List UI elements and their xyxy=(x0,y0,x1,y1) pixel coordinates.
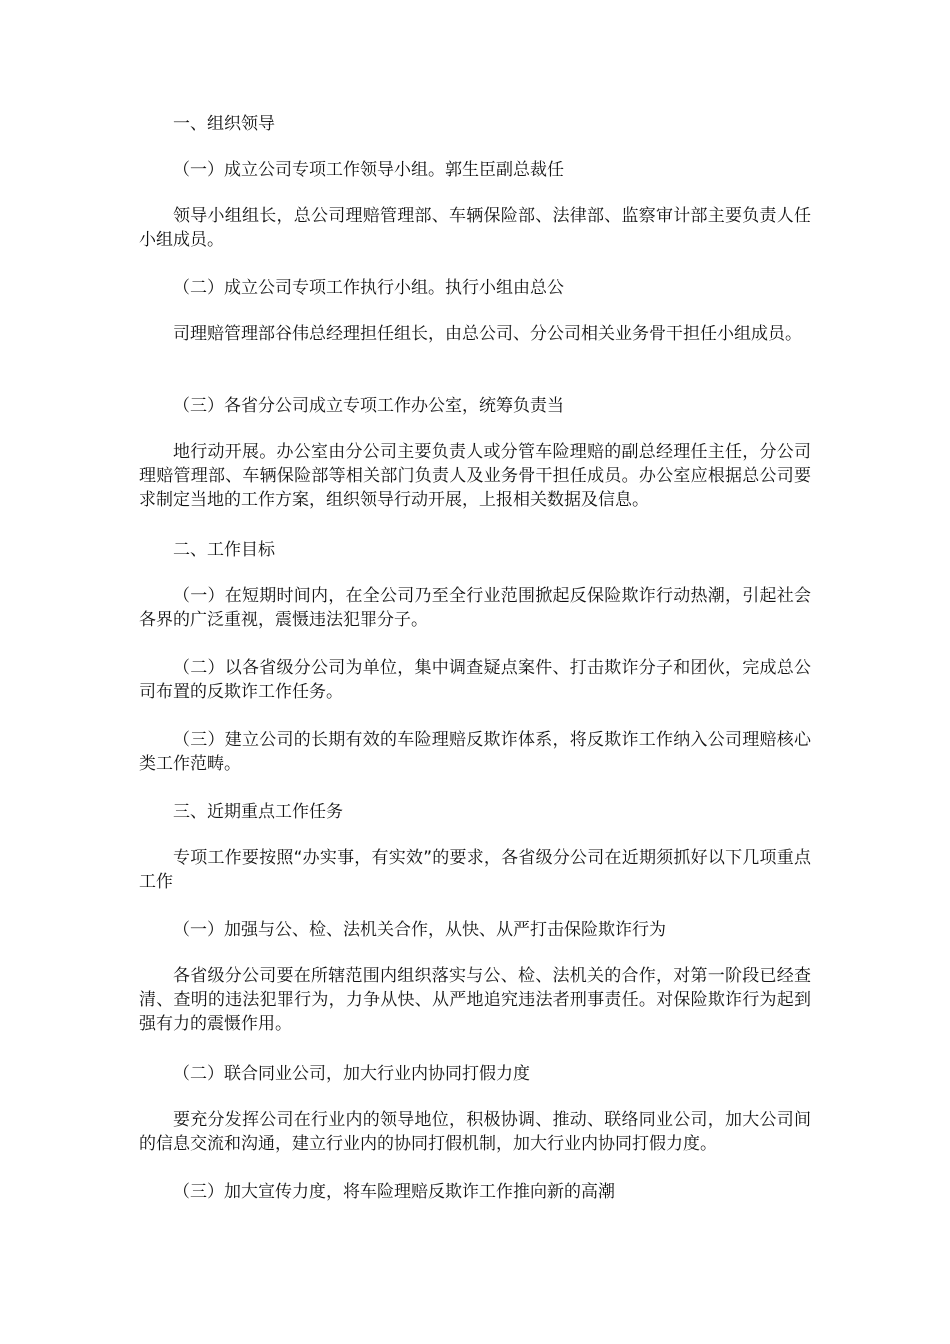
section-heading-tasks: 三、近期重点工作任务 xyxy=(173,802,343,822)
paragraph: 地行动开展。办公室由分公司主要负责人或分管车险理赔的副总经理任主任，分公司理赔管理部、车辆保险部等相关部门负责人及业务骨干担任成员。办公室应根据总公司要求制定当地的工作方案，组织领导行动开展，上报相关数据及信息。 xyxy=(139,442,811,510)
section-heading-goals: 二、工作目标 xyxy=(173,540,275,560)
paragraph: 领导小组组长，总公司理赔管理部、车辆保险部、法律部、监察审计部主要负责人任小组成员。 xyxy=(139,206,811,250)
paragraph: （二）成立公司专项工作执行小组。执行小组由总公 xyxy=(173,278,564,298)
paragraph: 专项工作要按照“办实事，有实效”的要求，各省级分公司在近期须抓好以下几项重点工作 xyxy=(139,848,811,892)
paragraph: （二）以各省级分公司为单位，集中调查疑点案件、打击欺诈分子和团伙，完成总公司布置的反欺诈工作任务。 xyxy=(139,658,811,702)
section-heading-organization: 一、组织领导 xyxy=(173,114,275,134)
paragraph: （三）加大宣传力度，将车险理赔反欺诈工作推向新的高潮 xyxy=(173,1182,615,1202)
paragraph: 各省级分公司要在所辖范围内组织落实与公、检、法机关的合作，对第一阶段已经查清、查明的违法犯罪行为，力争从快、从严地追究违法者刑事责任。对保险欺诈行为起到强有力的震慑作用。 xyxy=(139,966,811,1034)
paragraph: （一）成立公司专项工作领导小组。郭生臣副总裁任 xyxy=(173,160,564,180)
paragraph: 司理赔管理部谷伟总经理担任组长，由总公司、分公司相关业务骨干担任小组成员。 xyxy=(173,324,802,344)
paragraph: 要充分发挥公司在行业内的领导地位，积极协调、推动、联络同业公司，加大公司间的信息交流和沟通，建立行业内的协同打假机制，加大行业内协同打假力度。 xyxy=(139,1110,811,1154)
paragraph: （三）建立公司的长期有效的车险理赔反欺诈体系，将反欺诈工作纳入公司理赔核心类工作范畴。 xyxy=(139,730,811,774)
paragraph: （三）各省分公司成立专项工作办公室，统筹负责当 xyxy=(173,396,564,416)
paragraph: （一）加强与公、检、法机关合作，从快、从严打击保险欺诈行为 xyxy=(173,920,666,940)
paragraph: （二）联合同业公司，加大行业内协同打假力度 xyxy=(173,1064,530,1084)
paragraph: （一）在短期时间内，在全公司乃至全行业范围掀起反保险欺诈行动热潮，引起社会各界的广泛重视，震慑违法犯罪分子。 xyxy=(139,586,811,630)
